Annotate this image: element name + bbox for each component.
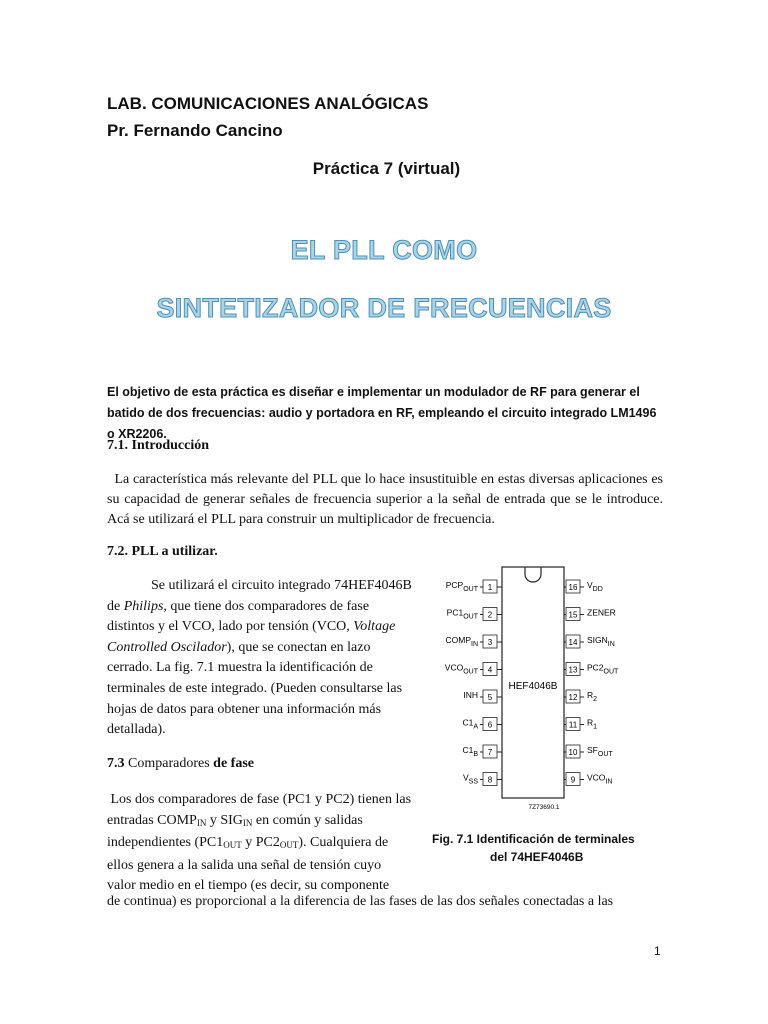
pin-number: 5: [487, 693, 493, 702]
pin-label: $COMP_{IN}$: [445, 635, 478, 648]
comparators-paragraph: [107, 790, 413, 897]
subscript: IN: [196, 817, 207, 828]
pll-paragraph: [107, 576, 415, 741]
pin-label: $R_2$: [587, 690, 598, 703]
left-pins: [445, 580, 502, 786]
professor-name: Pr. Fernando Cancino: [107, 121, 283, 140]
pll-text-b: , que tiene dos comparadores de fase distintos y el VCO, lado por tensión (VCO,: [107, 598, 370, 635]
pin-label: $SF_{OUT}$: [587, 745, 613, 758]
comparators-continuation: de continua) es proporcional a la diferencia de las fases de las dos señales conectadas a las: [107, 894, 614, 909]
intro-paragraph: [107, 470, 663, 530]
pin-label: $V_{DD}$: [587, 580, 603, 593]
section-heading-intro: 7.1. Introducción: [107, 438, 210, 453]
section-number: 7.3: [107, 756, 125, 771]
pin-number: 8: [487, 775, 493, 785]
philips-text: Philips: [123, 598, 164, 614]
pin-number: 1: [487, 583, 493, 592]
pin-label: $VCO_{OUT}$: [444, 662, 478, 676]
pin-number: 14: [568, 638, 578, 647]
subscript: OUT: [279, 840, 299, 851]
chip-label: HEF4046B: [508, 681, 558, 692]
objective-paragraph: El objetivo de esta práctica es diseñar e implementar un modulador de RF para generar el batido de dos frecuencias: audio y portadora en RF, empleando el circuito integrado LM1496 o XR2206.: [107, 385, 657, 441]
pin-label: $R_1$: [587, 717, 598, 731]
pin-number: 13: [568, 665, 578, 675]
subscript: IN: [242, 817, 253, 828]
pll-text-c: ), que se conectan en lazo cerrado. La fig. 7.1 muestra la identificación de terminales de este integrado. (Pueden consultarse las hojas de datos para obtener una información más detallada).: [107, 639, 403, 738]
pin-label: INH: [463, 690, 478, 700]
pinout-diagram: [432, 562, 625, 817]
pin-number: 16: [568, 583, 578, 592]
pin-label: $PCP_{OUT}$: [445, 580, 478, 593]
pin-number: 10: [568, 748, 578, 757]
practice-title: Práctica 7 (virtual): [312, 159, 461, 178]
pin-label: $PC1_{OUT}$: [446, 607, 478, 621]
section-heading-comparators: [107, 756, 254, 772]
comparators-text-1: Los dos comparadores de fase (PC1 y PC2) tienen las entradas COMP: [107, 792, 412, 828]
page-number: 1: [654, 944, 661, 958]
main-title-line-1: EL PLL COMO: [290, 235, 478, 265]
comparators-text-3: en común y salidas independientes (PC1: [107, 812, 363, 851]
pin-number: 6: [487, 720, 493, 730]
pin-number: 3: [487, 638, 493, 647]
comparators-text-2: y SIG: [206, 812, 243, 828]
pin-label: $VCO_{IN}$: [587, 772, 613, 786]
pin-number: 4: [487, 665, 493, 675]
pll-text-a: Se utilizará el circuito integrado 74HEF4046B de: [107, 578, 412, 614]
pin-label: $C1_A$: [462, 717, 478, 731]
comparators-text-5: ). Cualquiera de ellos genera a la salida una señal de tensión cuyo valor medio en el tiempo (es decir, su componente: [107, 835, 390, 894]
figure-caption: [432, 830, 642, 866]
caption-line-2: del 74HEF4046B: [490, 850, 584, 864]
pin-label: $C1_B$: [462, 745, 478, 758]
subscript: OUT: [223, 840, 242, 851]
course-title: LAB. COMUNICACIONES ANALÓGICAS: [107, 94, 429, 113]
pin-number: 9: [570, 775, 576, 785]
main-title-line-2: SINTETIZADOR DE FRECUENCIAS: [156, 293, 612, 323]
pin-number: 11: [568, 720, 578, 730]
figure-code: 7Z73690.1: [528, 804, 560, 811]
pin-label: ZENER: [587, 607, 616, 618]
pin-number: 2: [487, 610, 493, 620]
section-heading-pll: 7.2. PLL a utilizar.: [107, 544, 218, 559]
vco-italic-text: Voltage Controlled Oscilador: [107, 619, 396, 655]
caption-line-1: Fig. 7.1 Identificación de terminales: [432, 832, 635, 846]
pin-number: 7: [487, 748, 493, 757]
section-heading-bold: de fase: [213, 756, 254, 771]
section-heading-normal: Comparadores: [124, 756, 214, 771]
pin-label: $SIGN_{IN}$: [587, 635, 615, 648]
pin-number: 12: [568, 693, 578, 702]
pin-label: $V_{SS}$: [462, 772, 478, 786]
pin-number: 15: [568, 610, 578, 620]
pinout-figure: [432, 562, 625, 817]
right-pins: [564, 580, 619, 786]
intro-text: La característica más relevante del PLL que lo hace insustituible en estas diversas aplicaciones es su capacidad de generar señales de frecuencia superior a la señal de entrada que se le introduce. Acá se utilizará el PLL para construir un multiplicador de frecuencia.: [107, 472, 663, 527]
pin-label: $PC2_{OUT}$: [587, 662, 619, 676]
comparators-text-4: y PC2: [241, 835, 280, 851]
